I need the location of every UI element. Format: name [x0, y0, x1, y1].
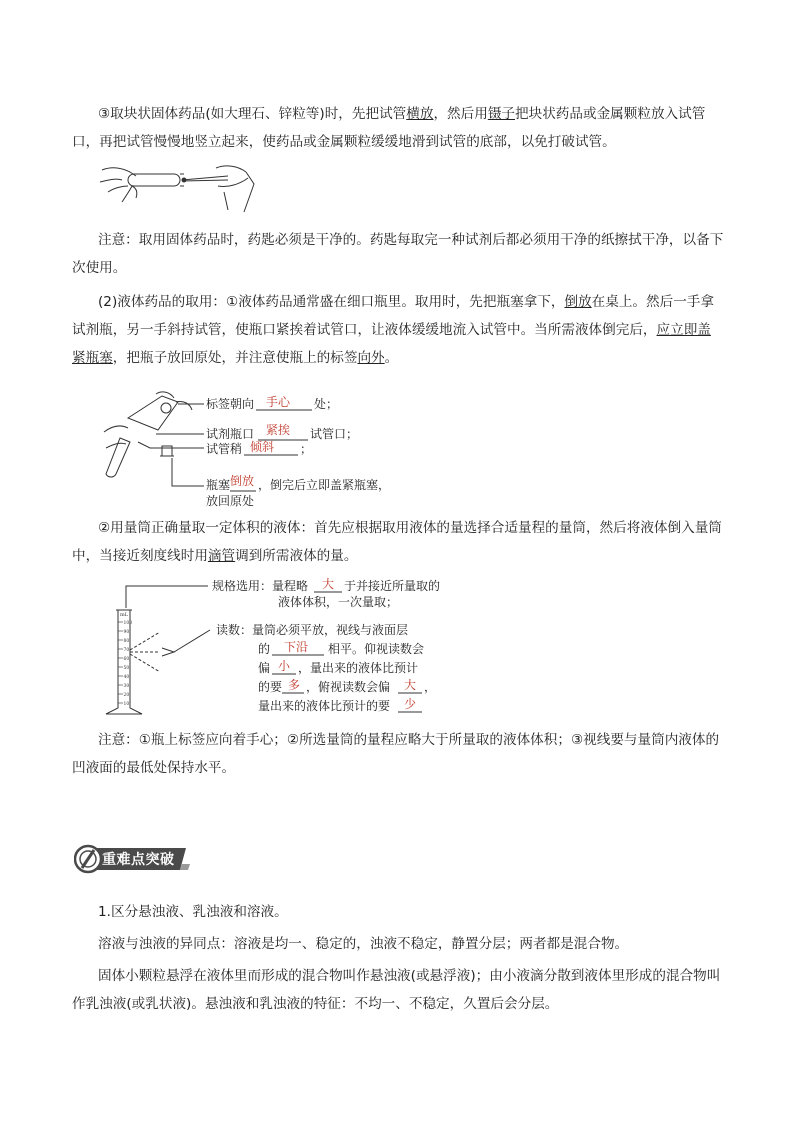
fig2-answer1: 手心: [266, 395, 291, 409]
para-graduated-cylinder: ②用量筒正确量取一定体积的液体：首先应根据取用液体的量选择合适量程的量筒，然后将液体倒入量筒中，当接近刻度线时用滴管调到所需液体的量。: [72, 520, 722, 564]
fig2-answer4: 倒放: [230, 474, 255, 488]
fig3-read-answer2: 小: [278, 659, 291, 673]
fig3-spec-line2: 液体体积，一次量取；: [278, 595, 399, 609]
cylinder-tick-label: 30: [123, 684, 130, 689]
figure-test-tube-tweezers: [98, 162, 258, 214]
fig3-read-line4: 的要: [258, 680, 283, 694]
fig2-answer3: 倾斜: [250, 440, 275, 454]
fig2-answer2: 紧挨: [266, 423, 291, 437]
cylinder-tick-label: 40: [123, 675, 130, 680]
fig2-line1-post: 处；: [314, 397, 339, 411]
fig3-read-line4-mid: ，俯视读数会偏: [306, 680, 391, 694]
fig2-line3: 试管稍: [206, 442, 243, 456]
fig2-line3-post: ；: [300, 442, 313, 456]
cylinder-tick-label: 50: [123, 666, 130, 671]
figure-pouring-liquid: [98, 388, 408, 508]
cylinder-tick-label: 90: [123, 630, 130, 635]
fig3-read-line3: 偏: [258, 661, 271, 675]
para-suspension-emulsion: 固体小颗粒悬浮在液体里而形成的混合物叫作悬浊液(或悬浮液)；由小液滴分散到液体里形成的混合物叫作乳浊液(或乳状液)。悬浊液和乳浊液的特征：不均一、不稳定，久置后会分层。: [72, 968, 721, 1012]
fig3-spec-line1: 规格选用：量程略: [212, 579, 309, 593]
note-cylinder: 注意：①瓶上标签应向着手心；②所选量筒的量程应略大于所量取的液体体积；③视线要与量筒内液体的凹液面的最低处保持水平。: [72, 732, 720, 776]
fig3-read-line4-post: ，: [424, 680, 437, 694]
fig3-read-answer3: 多: [288, 678, 301, 692]
fig2-line4: 瓶塞: [206, 478, 231, 492]
fig3-spec-answer: 大: [322, 577, 335, 591]
fig3-read-line2: 的: [258, 642, 271, 656]
fig2-line4-post: ，倒完后立即盖紧瓶塞，: [258, 478, 391, 492]
para-solution-vs-suspension: 溶液与浊液的异同点：溶液是均一、稳定的，浊液不稳定，静置分层；两者都是混合物。: [98, 936, 629, 952]
cylinder-tick-label: 10: [123, 702, 130, 707]
fig3-read-answer1: 下沿: [284, 640, 309, 654]
cylinder-unit: mL: [120, 612, 129, 618]
fig2-line2-post: 试管口；: [310, 427, 359, 441]
para-liquid: (2)液体药品的取用：①液体药品通常盛在细口瓶里。取用时，先把瓶塞拿下，倒放在桌上。然后一手拿试剂瓶，另一手斜持试管，使瓶口紧挨着试管口，让液体缓缓地流入试管中。当所需液体倒完后，应立即盖紧瓶塞，把瓶子放回原处，并注意使瓶上的标签向外。: [72, 294, 714, 366]
fig3-read-line3-post: ，量出来的液体比预计: [298, 661, 419, 675]
note-solid: 注意：取用固体药品时，药匙必须是干净的。药匙每取完一种试剂后都必须用干净的纸擦拭干净，以备下次使用。: [72, 232, 724, 276]
cylinder-tick-label: 100: [123, 621, 133, 626]
section-title: 重难点突破: [102, 852, 175, 868]
fig3-read-line5: 量出来的液体比预计的要: [258, 699, 391, 713]
cylinder-tick-label: 80: [123, 639, 130, 644]
fig3-read-line1: 读数：量筒必须平放，视线与液面层: [216, 623, 409, 637]
fig2-line5: 放回原处: [206, 494, 255, 508]
fig3-spec-line1-post: 于并接近所量取的: [344, 579, 441, 593]
section-heading-badge: [74, 842, 194, 876]
cylinder-tick-label: 60: [123, 657, 130, 662]
cylinder-tick-label: 70: [123, 648, 130, 653]
fig3-read-answer5: 少: [404, 697, 417, 711]
fig2-line2: 试剂瓶口: [206, 427, 255, 441]
cylinder-tick-label: 20: [123, 693, 130, 698]
fig3-read-answer4: 大: [404, 678, 417, 692]
item-1: 1.区分悬浊液、乳浊液和溶液。: [98, 904, 288, 920]
figure-graduated-cylinder: [98, 574, 458, 720]
fig2-line1: 标签朝向: [206, 397, 255, 411]
para-solid-block: ③取块状固体药品(如大理石、锌粒等)时，先把试管横放，然后用镊子把块状药品或金属颗粒放入试管口，再把试管慢慢地竖立起来，使药品或金属颗粒缓缓地滑到试管的底部，以免打破试管。: [72, 106, 706, 150]
fig3-read-line2-post: 相平。仰视读数会: [328, 642, 425, 656]
